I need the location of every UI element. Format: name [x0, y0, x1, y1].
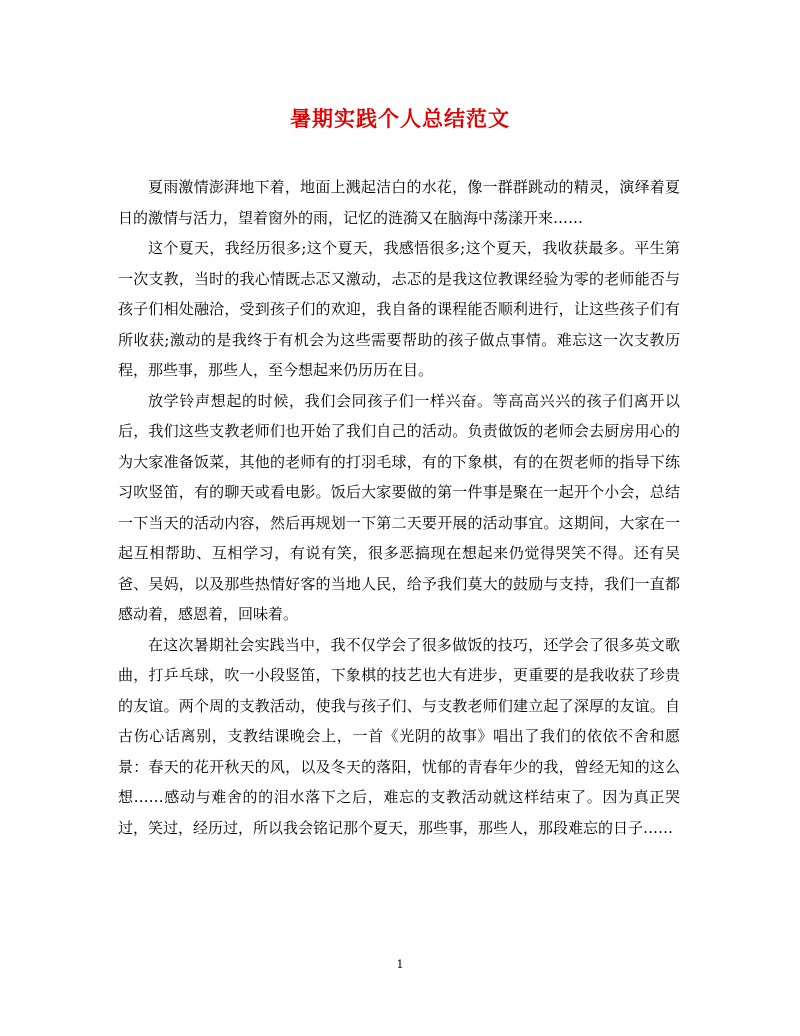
page-number: 1 — [396, 958, 404, 971]
paragraph-1: 夏雨激情澎湃地下着，地面上溅起洁白的水花，像一群群跳动的精灵，演绎着夏日的激情与活力，望着窗外的雨，记忆的涟漪又在脑海中荡漾开来…… — [118, 178, 680, 227]
paragraph-4: 在这次暑期社会实践当中，我不仅学会了很多做饭的技巧，还学会了很多英文歌曲，打乒乓球，吹一小段竖笛，下象棋的技艺也大有进步，更重要的是我收获了珍贵的友谊。两个周的支教活动，使我与孩子们、与支教老师们建立起了深厚的友谊。自古伤心话离别，支教结课晚会上，一首《光阴的故事》唱出了我们的依依不舍和愿景：春天的花开秋天的风，以及冬天的落阳，忧郁的青春年少的我，曾经无知的这么想……感动与难舍的的泪水落下之后，难忘的支教活动就这样结束了。因为真正哭过，笑过，经历过，所以我会铭记那个夏天，那些事，那些人，那段难忘的日子…… — [118, 635, 680, 837]
paragraph-3: 放学铃声想起的时候，我们会同孩子们一样兴奋。等高高兴兴的孩子们离开以后，我们这些支教老师们也开始了我们自己的活动。负责做饭的老师会去厨房用心的为大家准备饭菜，其他的老师有的打羽毛球，有的下象棋，有的在贺老师的指导下练习吹竖笛，有的聊天或看电影。饭后大家要做的第一件事是聚在一起开个小会，总结一下当天的活动内容，然后再规划一下第二天要开展的活动事宜。这期间，大家在一起互相帮助、互相学习，有说有笑，很多恶搞现在想起来仍觉得哭笑不得。还有吴爸、吴妈，以及那些热情好客的当地人民，给予我们莫大的鼓励与支持，我们一直都感动着，感恩着，回味着。 — [118, 391, 680, 623]
paragraph-2: 这个夏天，我经历很多;这个夏天，我感悟很多;这个夏天，我收获最多。平生第一次支教，当时的我心情既忐忑又激动，忐忑的是我这位教课经验为零的老师能否与孩子们相处融洽，受到孩子们的欢迎，我自备的课程能否顺利进行，让这些孩子们有所收获;激动的是我终于有机会为这些需要帮助的孩子做点事情。难忘这一次支教历程，那些事，那些人，至今想起来仍历历在目。 — [118, 239, 680, 379]
document-title: 暑期实践个人总结范文 — [290, 106, 510, 131]
document-body — [118, 172, 680, 843]
